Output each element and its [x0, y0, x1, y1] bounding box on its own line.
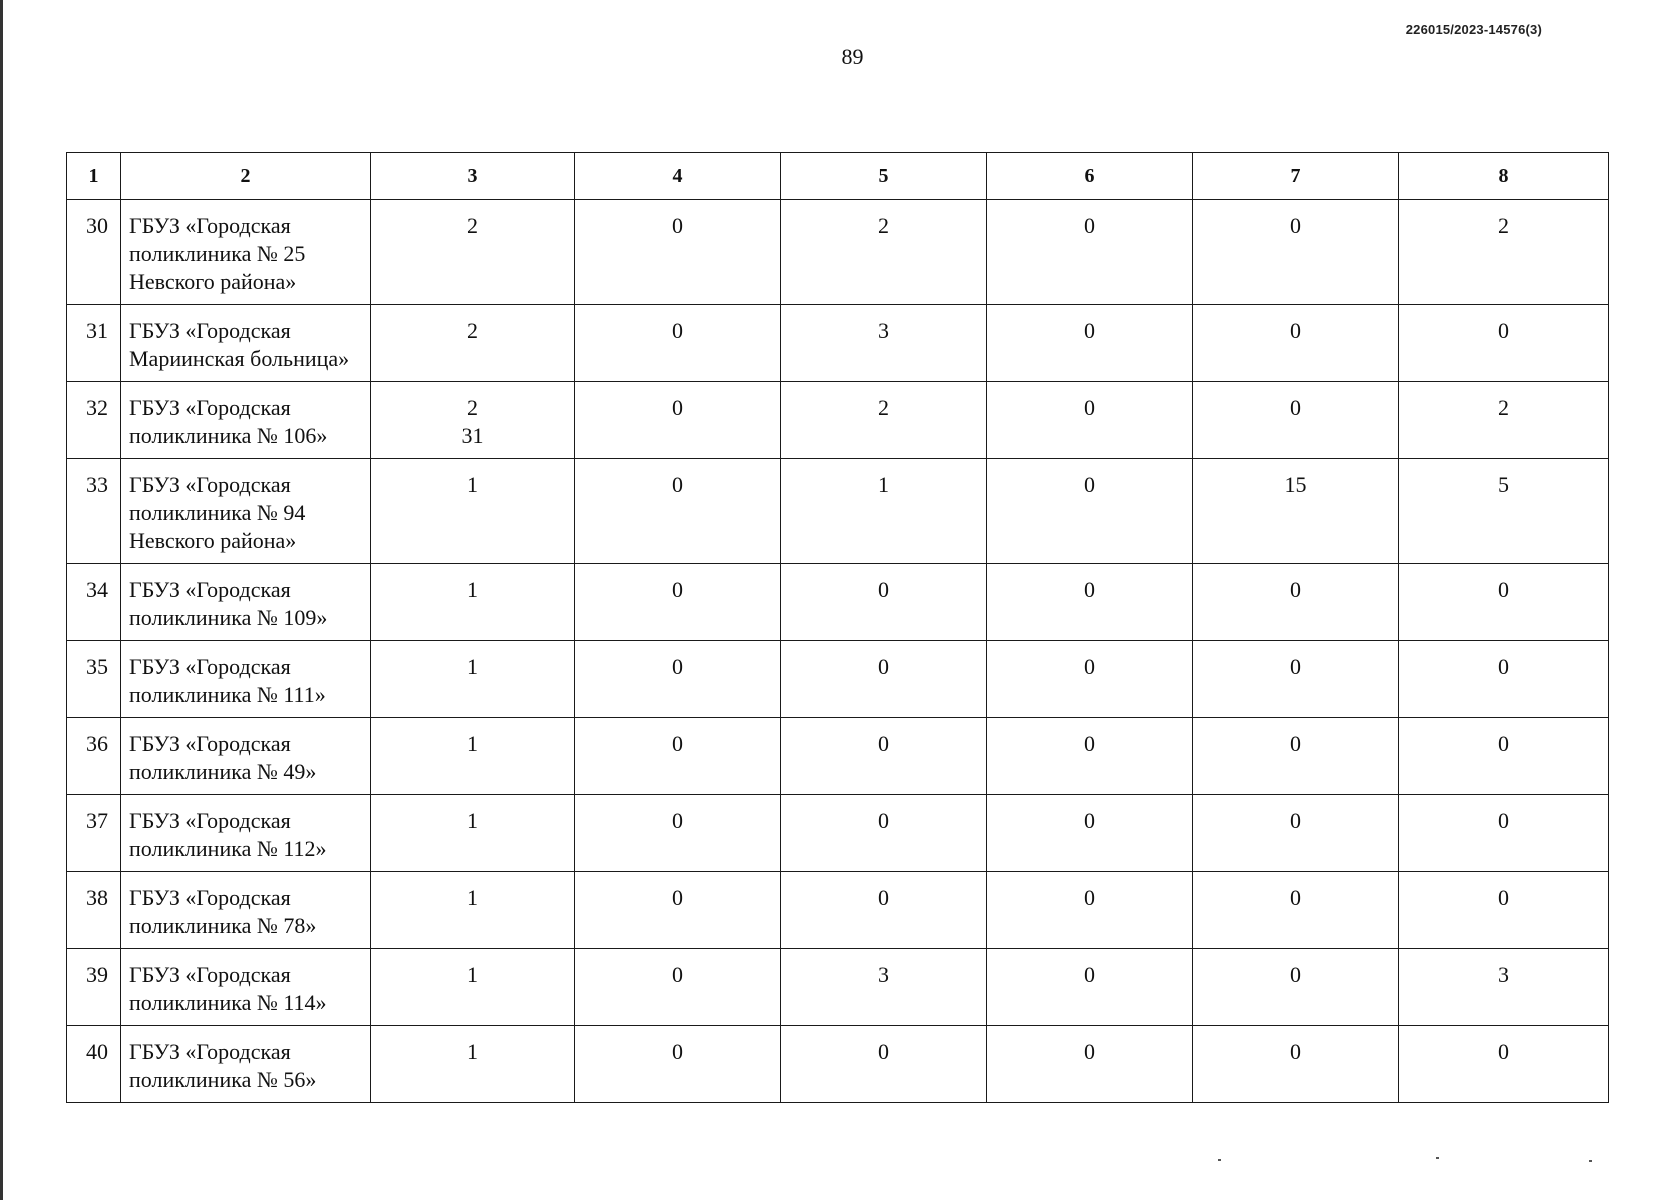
cell-col-4: 0 — [575, 872, 781, 949]
institution-name — [121, 200, 371, 305]
institution-name-line: поликлиника № 56» — [129, 1067, 317, 1092]
institution-name-line: ГБУЗ «Городская — [129, 885, 291, 910]
cell-col-8: 0 — [1399, 872, 1609, 949]
row-number: 36 — [67, 718, 121, 795]
cell-col-3 — [371, 949, 575, 1026]
institution-name — [121, 718, 371, 795]
column-header-4: 4 — [575, 153, 781, 200]
institution-name-line: поликлиника № 112» — [129, 836, 327, 861]
cell-col-6: 0 — [987, 305, 1193, 382]
cell-col-3-line: 1 — [467, 577, 478, 602]
institution-name — [121, 641, 371, 718]
cell-col-7: 0 — [1193, 382, 1399, 459]
table-row — [67, 872, 1609, 949]
row-number: 35 — [67, 641, 121, 718]
cell-col-8: 0 — [1399, 305, 1609, 382]
cell-col-7: 0 — [1193, 564, 1399, 641]
institution-name-line: ГБУЗ «Городская — [129, 395, 291, 420]
cell-col-8: 0 — [1399, 641, 1609, 718]
cell-col-4: 0 — [575, 305, 781, 382]
institution-name-line: поликлиника № 94 — [129, 500, 306, 525]
cell-col-5: 2 — [781, 200, 987, 305]
table-row — [67, 949, 1609, 1026]
row-number: 33 — [67, 459, 121, 564]
institution-name — [121, 564, 371, 641]
institution-name-line: поликлиника № 114» — [129, 990, 327, 1015]
cell-col-6: 0 — [987, 382, 1193, 459]
cell-col-3 — [371, 305, 575, 382]
cell-col-8: 2 — [1399, 382, 1609, 459]
cell-col-8: 3 — [1399, 949, 1609, 1026]
institution-name — [121, 795, 371, 872]
institution-name-line: ГБУЗ «Городская — [129, 808, 291, 833]
cell-col-8: 2 — [1399, 200, 1609, 305]
institution-name — [121, 872, 371, 949]
cell-col-3-line: 1 — [467, 808, 478, 833]
cell-col-3-line: 1 — [467, 472, 478, 497]
institution-name-line: ГБУЗ «Городская — [129, 213, 291, 238]
cell-col-8: 0 — [1399, 1026, 1609, 1103]
column-header-6: 6 — [987, 153, 1193, 200]
cell-col-4: 0 — [575, 459, 781, 564]
column-header-8: 8 — [1399, 153, 1609, 200]
cell-col-5: 2 — [781, 382, 987, 459]
column-header-2: 2 — [121, 153, 371, 200]
table-header-row — [67, 153, 1609, 200]
institution-name-line: ГБУЗ «Городская — [129, 654, 291, 679]
cell-col-3 — [371, 382, 575, 459]
cell-col-8: 5 — [1399, 459, 1609, 564]
cell-col-6: 0 — [987, 459, 1193, 564]
cell-col-5: 0 — [781, 641, 987, 718]
cell-col-3 — [371, 564, 575, 641]
cell-col-7: 0 — [1193, 872, 1399, 949]
institution-name-line: поликлиника № 106» — [129, 423, 328, 448]
cell-col-3 — [371, 718, 575, 795]
cell-col-8: 0 — [1399, 795, 1609, 872]
table-row — [67, 305, 1609, 382]
cell-col-4: 0 — [575, 718, 781, 795]
cell-col-6: 0 — [987, 564, 1193, 641]
cell-col-7: 0 — [1193, 949, 1399, 1026]
institution-name — [121, 949, 371, 1026]
cell-col-5: 3 — [781, 949, 987, 1026]
row-number: 34 — [67, 564, 121, 641]
institution-name-line: ГБУЗ «Городская — [129, 472, 291, 497]
cell-col-3 — [371, 459, 575, 564]
institution-name-line: ГБУЗ «Городская — [129, 962, 291, 987]
column-header-5: 5 — [781, 153, 987, 200]
column-header-7: 7 — [1193, 153, 1399, 200]
cell-col-3-line: 31 — [461, 423, 484, 448]
cell-col-3 — [371, 200, 575, 305]
scan-edge — [0, 0, 3, 1200]
institution-name-line: поликлиника № 111» — [129, 682, 326, 707]
institution-name-line: поликлиника № 49» — [129, 759, 317, 784]
row-number: 39 — [67, 949, 121, 1026]
institution-name-line: Невского района» — [129, 269, 297, 294]
row-number: 37 — [67, 795, 121, 872]
cell-col-7: 0 — [1193, 1026, 1399, 1103]
cell-col-3-line: 2 — [467, 395, 478, 420]
cell-col-3-line: 1 — [467, 1039, 478, 1064]
institution-name — [121, 382, 371, 459]
table-row — [67, 795, 1609, 872]
cell-col-6: 0 — [987, 200, 1193, 305]
cell-col-3-line: 1 — [467, 885, 478, 910]
cell-col-6: 0 — [987, 641, 1193, 718]
cell-col-7: 15 — [1193, 459, 1399, 564]
cell-col-5: 1 — [781, 459, 987, 564]
row-number: 38 — [67, 872, 121, 949]
table-row — [67, 459, 1609, 564]
cell-col-4: 0 — [575, 382, 781, 459]
cell-col-5: 0 — [781, 872, 987, 949]
institution-name-line: Невского района» — [129, 528, 297, 553]
page-number: 89 — [841, 44, 864, 69]
cell-col-3-line: 2 — [467, 318, 478, 343]
institution-name-line: ГБУЗ «Городская — [129, 1039, 291, 1064]
institution-name — [121, 1026, 371, 1103]
cell-col-5: 3 — [781, 305, 987, 382]
row-number: 30 — [67, 200, 121, 305]
cell-col-6: 0 — [987, 1026, 1193, 1103]
institution-name-line: Мариинская больница» — [129, 346, 350, 371]
cell-col-6: 0 — [987, 718, 1193, 795]
cell-col-5: 0 — [781, 1026, 987, 1103]
institution-name-line: ГБУЗ «Городская — [129, 318, 291, 343]
cell-col-4: 0 — [575, 564, 781, 641]
institution-name-line: поликлиника № 25 — [129, 241, 306, 266]
scan-artifact — [1436, 1157, 1439, 1159]
cell-col-7: 0 — [1193, 795, 1399, 872]
cell-col-7: 0 — [1193, 200, 1399, 305]
institution-name — [121, 305, 371, 382]
institution-name-line: поликлиника № 78» — [129, 913, 317, 938]
cell-col-7: 0 — [1193, 305, 1399, 382]
cell-col-3-line: 2 — [467, 213, 478, 238]
cell-col-4: 0 — [575, 795, 781, 872]
cell-col-7: 0 — [1193, 718, 1399, 795]
cell-col-4: 0 — [575, 200, 781, 305]
scan-artifact — [1589, 1160, 1592, 1162]
institution-name-line: ГБУЗ «Городская — [129, 731, 291, 756]
cell-col-3-line: 1 — [467, 654, 478, 679]
cell-col-4: 0 — [575, 641, 781, 718]
cell-col-3 — [371, 1026, 575, 1103]
institution-name-line: ГБУЗ «Городская — [129, 577, 291, 602]
column-header-1: 1 — [67, 153, 121, 200]
cell-col-3-line: 1 — [467, 962, 478, 987]
table-body — [67, 200, 1609, 1103]
cell-col-7: 0 — [1193, 641, 1399, 718]
cell-col-6: 0 — [987, 795, 1193, 872]
cell-col-4: 0 — [575, 1026, 781, 1103]
cell-col-5: 0 — [781, 718, 987, 795]
cell-col-3 — [371, 795, 575, 872]
cell-col-8: 0 — [1399, 564, 1609, 641]
data-table — [66, 152, 1609, 1103]
table-row — [67, 564, 1609, 641]
row-number: 31 — [67, 305, 121, 382]
column-header-3: 3 — [371, 153, 575, 200]
document-id: 226015/2023-14576(3) — [1405, 22, 1542, 37]
cell-col-4: 0 — [575, 949, 781, 1026]
cell-col-5: 0 — [781, 795, 987, 872]
table-row — [67, 641, 1609, 718]
table-row — [67, 1026, 1609, 1103]
cell-col-6: 0 — [987, 872, 1193, 949]
table-row — [67, 200, 1609, 305]
cell-col-6: 0 — [987, 949, 1193, 1026]
cell-col-3 — [371, 872, 575, 949]
row-number: 40 — [67, 1026, 121, 1103]
table-row — [67, 718, 1609, 795]
cell-col-3-line: 1 — [467, 731, 478, 756]
table-row — [67, 382, 1609, 459]
institution-name-line: поликлиника № 109» — [129, 605, 328, 630]
cell-col-5: 0 — [781, 564, 987, 641]
scan-artifact — [1218, 1159, 1221, 1161]
cell-col-3 — [371, 641, 575, 718]
row-number: 32 — [67, 382, 121, 459]
cell-col-8: 0 — [1399, 718, 1609, 795]
institution-name — [121, 459, 371, 564]
